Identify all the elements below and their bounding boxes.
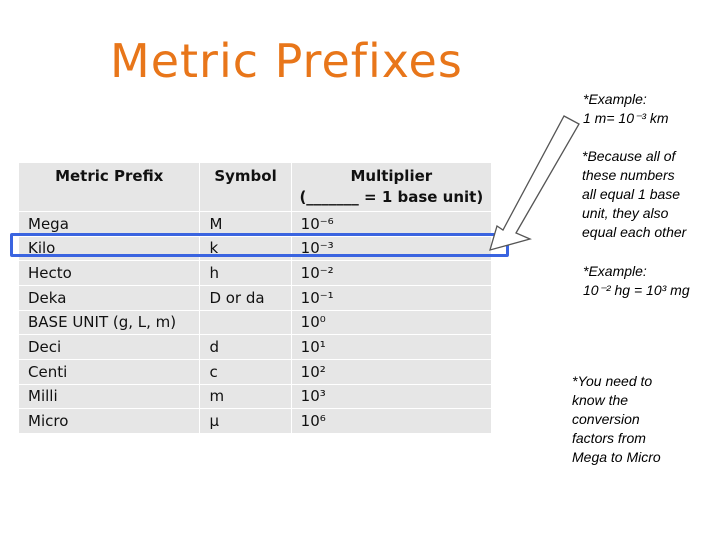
example-note-2: *Example: 10⁻² hg = 10³ mg bbox=[583, 263, 690, 298]
cell-symbol: c bbox=[200, 359, 291, 384]
need-to-know-note: *You need to know the conversion factors from Mega to Micro bbox=[572, 373, 661, 465]
cell-multiplier: 10⁻² bbox=[291, 261, 491, 286]
cell-multiplier: 10⁻³ bbox=[291, 236, 491, 261]
cell-prefix: Mega bbox=[19, 212, 200, 237]
cell-prefix: Deka bbox=[19, 285, 200, 310]
cell-symbol: d bbox=[200, 335, 291, 360]
cell-symbol: μ bbox=[200, 409, 291, 434]
cell-symbol: M bbox=[200, 212, 291, 237]
cell-multiplier: 10² bbox=[291, 359, 491, 384]
header-multiplier-title: Multiplier bbox=[350, 167, 433, 185]
cell-multiplier: 10⁰ bbox=[291, 310, 491, 335]
cell-multiplier: 10⁶ bbox=[291, 409, 491, 434]
cell-symbol: D or da bbox=[200, 285, 291, 310]
because-note: *Because all of these numbers all equal 1 base unit, they also equal each other bbox=[582, 148, 687, 240]
cell-prefix: Hecto bbox=[19, 261, 200, 286]
cell-multiplier: 10⁻¹ bbox=[291, 285, 491, 310]
page-title: Metric Prefixes bbox=[110, 34, 463, 88]
cell-multiplier: 10³ bbox=[291, 384, 491, 409]
cell-symbol: m bbox=[200, 384, 291, 409]
cell-prefix: Kilo bbox=[19, 236, 200, 261]
cell-prefix: Micro bbox=[19, 409, 200, 434]
header-multiplier-subtitle: (_______ = 1 base unit) bbox=[299, 188, 484, 206]
cell-prefix: BASE UNIT (g, L, m) bbox=[19, 310, 200, 335]
cell-multiplier: 10⁻⁶ bbox=[291, 212, 491, 237]
example-note-1: *Example: 1 m= 10⁻³ km bbox=[583, 91, 669, 126]
cell-prefix: Centi bbox=[19, 359, 200, 384]
header-metric-prefix: Metric Prefix bbox=[19, 163, 200, 212]
cell-prefix: Milli bbox=[19, 384, 200, 409]
header-symbol: Symbol bbox=[200, 163, 291, 212]
cell-prefix: Deci bbox=[19, 335, 200, 360]
cell-symbol: h bbox=[200, 261, 291, 286]
cell-symbol: k bbox=[200, 236, 291, 261]
cell-multiplier: 10¹ bbox=[291, 335, 491, 360]
